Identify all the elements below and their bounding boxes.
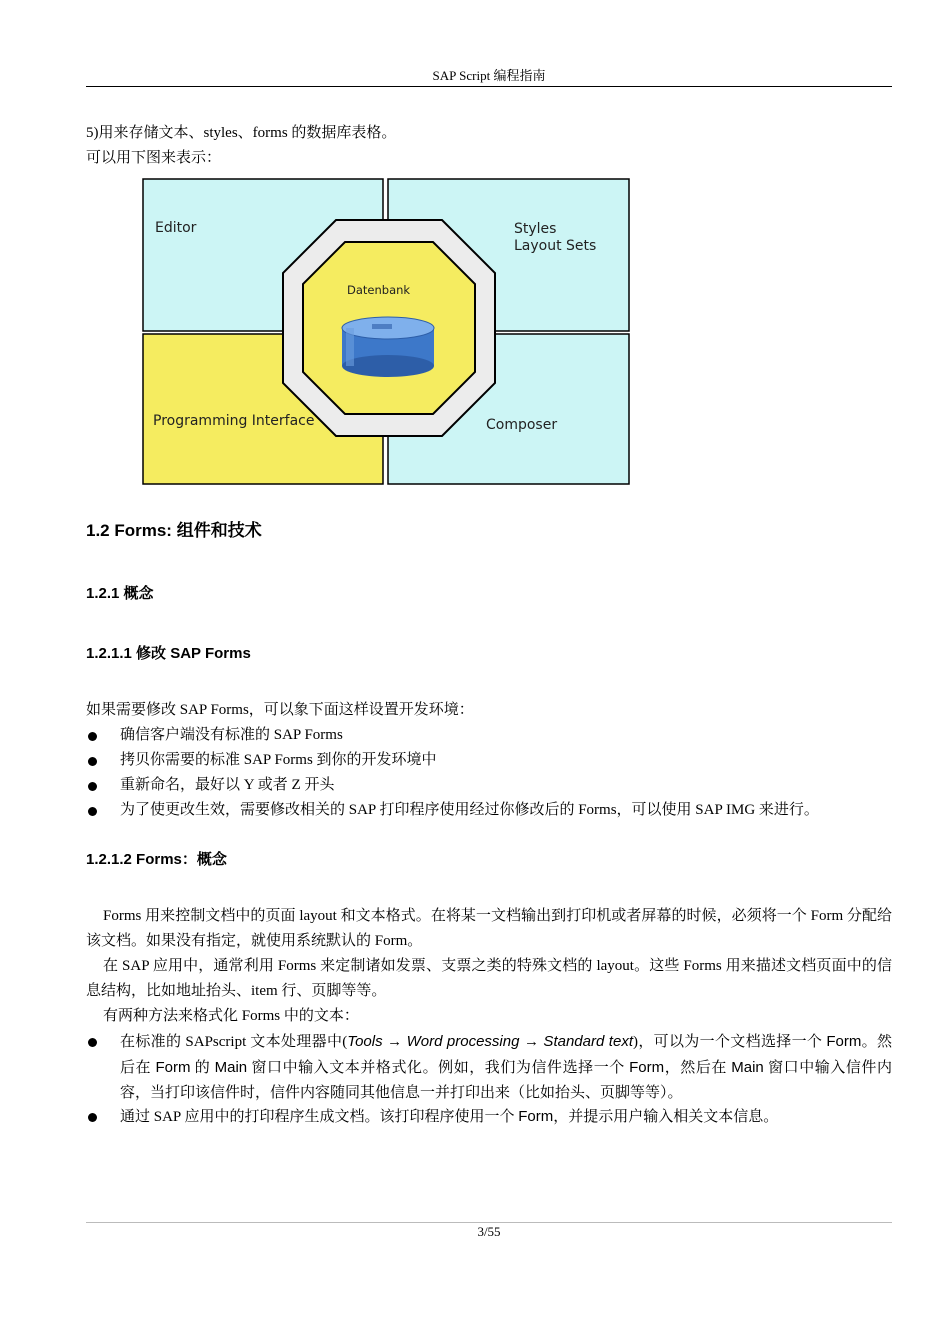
forms-concept-paragraph-2: 在 SAP 应用中，通常利用 Forms 来定制诸如发票、支票之类的特殊文档的 layout。这些 Forms 用来描述文档页面中的信息结构，比如地址抬头、item 行、页脚等等。 (86, 958, 892, 999)
layout-sets-label: Layout Sets (514, 238, 597, 254)
intro-line-2: 可以用下图来表示： (86, 150, 222, 166)
menu-path: Tools → Word processing → Standard text (347, 1033, 633, 1050)
page-number: 3/55 (477, 1224, 501, 1239)
sapscript-architecture-diagram (142, 178, 632, 488)
styles-label: Styles (514, 221, 557, 237)
bullet-dot-icon (88, 757, 97, 766)
modify-forms-lead: 如果需要修改 SAP Forms，可以象下面这样设置开发环境： (86, 702, 474, 718)
forms-concept-paragraph-3: 有两种方法来格式化 Forms 中的文本： (103, 1008, 359, 1024)
bullet-text: 在标准的 SAPscript 文本处理器中(Tools → Word processing → Standard text)，可以为一个文档选择一个 Form。然后在 Form 的 Main 窗口中输入文本并格式化。例如，我们为信件选择一个 Form，然后在 Main 窗口中输入信件内容，当打印该信件时，信件内容随同其他信息一并打印出来（比如抬头、页脚等等）。 (120, 1033, 892, 1101)
composer-label: Composer (486, 417, 558, 433)
bullet-dot-icon (88, 1038, 97, 1047)
database-cylinder-icon (342, 317, 434, 377)
bullet-dot-icon (88, 807, 97, 816)
section-1-2-1-2-title: 1.2.1.2 Forms：概念 (86, 851, 227, 868)
programming-interface-label: Programming Interface (153, 413, 315, 429)
bullet-dot-icon (88, 1113, 97, 1122)
header-rule (86, 86, 892, 87)
page-header: SAP Script 编程指南 (432, 68, 546, 83)
forms-concept-paragraph-1: Forms 用来控制文档中的页面 layout 和文本格式。在将某一文档输出到打印机或者屏幕的时候，必须将一个 Form 分配给该文档。如果没有指定，就使用系统默认的 Form。 (86, 908, 892, 949)
database-label: Datenbank (347, 283, 411, 297)
section-1-2-1-1-title: 1.2.1.1 修改 SAP Forms (86, 645, 251, 662)
bullet-dot-icon (88, 732, 97, 741)
editor-label: Editor (155, 220, 197, 236)
bullet-dot-icon (88, 782, 97, 791)
bullet-text: 通过 SAP 应用中的打印程序生成文档。该打印程序使用一个 Form，并提示用户输入相关文本信息。 (120, 1108, 779, 1125)
section-1-2-title: 1.2 Forms: 组件和技术 (86, 521, 262, 540)
intro-line-1: 5)用来存储文本、styles、forms 的数据库表格。 (86, 125, 397, 141)
section-1-2-1-title: 1.2.1 概念 (86, 585, 154, 602)
